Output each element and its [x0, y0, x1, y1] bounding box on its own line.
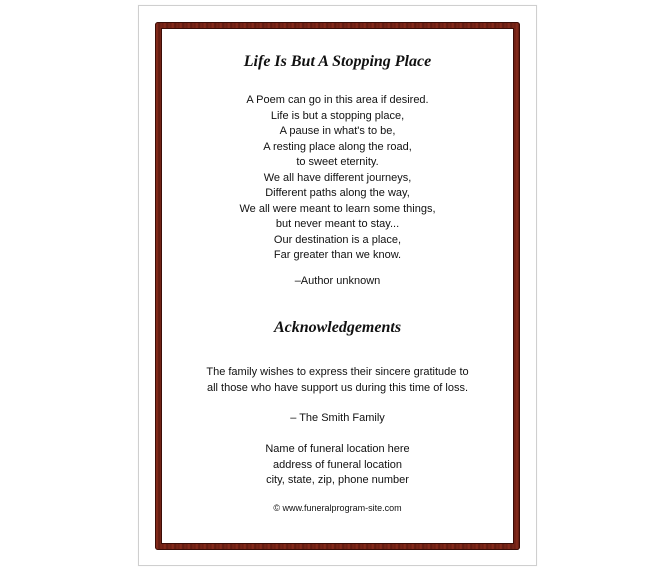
poem-line: We all have different journeys,: [263, 171, 412, 184]
location-city-state-zip-phone: city, state, zip, phone number: [266, 474, 409, 486]
poem-line: A Poem can go in this area if desired.: [246, 94, 429, 106]
location-name: Name of funeral location here: [265, 443, 410, 455]
poem-body: [162, 93, 513, 264]
poem-line: We all were meant to learn some things,: [239, 202, 436, 215]
acknowledgements-body: [162, 365, 513, 396]
acknowledgements-title: Acknowledgements: [273, 319, 402, 336]
poem-line: Far greater than we know.: [273, 249, 402, 261]
poem-line: to sweet eternity.: [296, 156, 379, 168]
acknowledgements-line: all those who have support us during this time of loss.: [206, 381, 469, 394]
location-address: address of funeral location: [272, 458, 403, 471]
poem-line: Life is but a stopping place,: [270, 109, 405, 122]
family-signature: – The Smith Family: [290, 412, 385, 424]
page-content: [161, 28, 514, 544]
acknowledgements-line: The family wishes to express their sincere gratitude to: [206, 366, 469, 378]
poem-line: Different paths along the way,: [265, 187, 410, 199]
poem-line: but never meant to stay...: [275, 218, 400, 230]
poem-author: –Author unknown: [294, 275, 381, 287]
poem-line: Our destination is a place,: [273, 233, 402, 246]
wood-frame-border: [155, 22, 520, 550]
funeral-location: [162, 442, 513, 489]
poem-line: A pause in what's to be,: [279, 125, 396, 137]
poem-title: Life Is But A Stopping Place: [243, 53, 432, 70]
program-page: [138, 5, 537, 566]
poem-line: A resting place along the road,: [263, 140, 412, 153]
copyright-notice: © www.funeralprogram-site.com: [273, 503, 402, 513]
